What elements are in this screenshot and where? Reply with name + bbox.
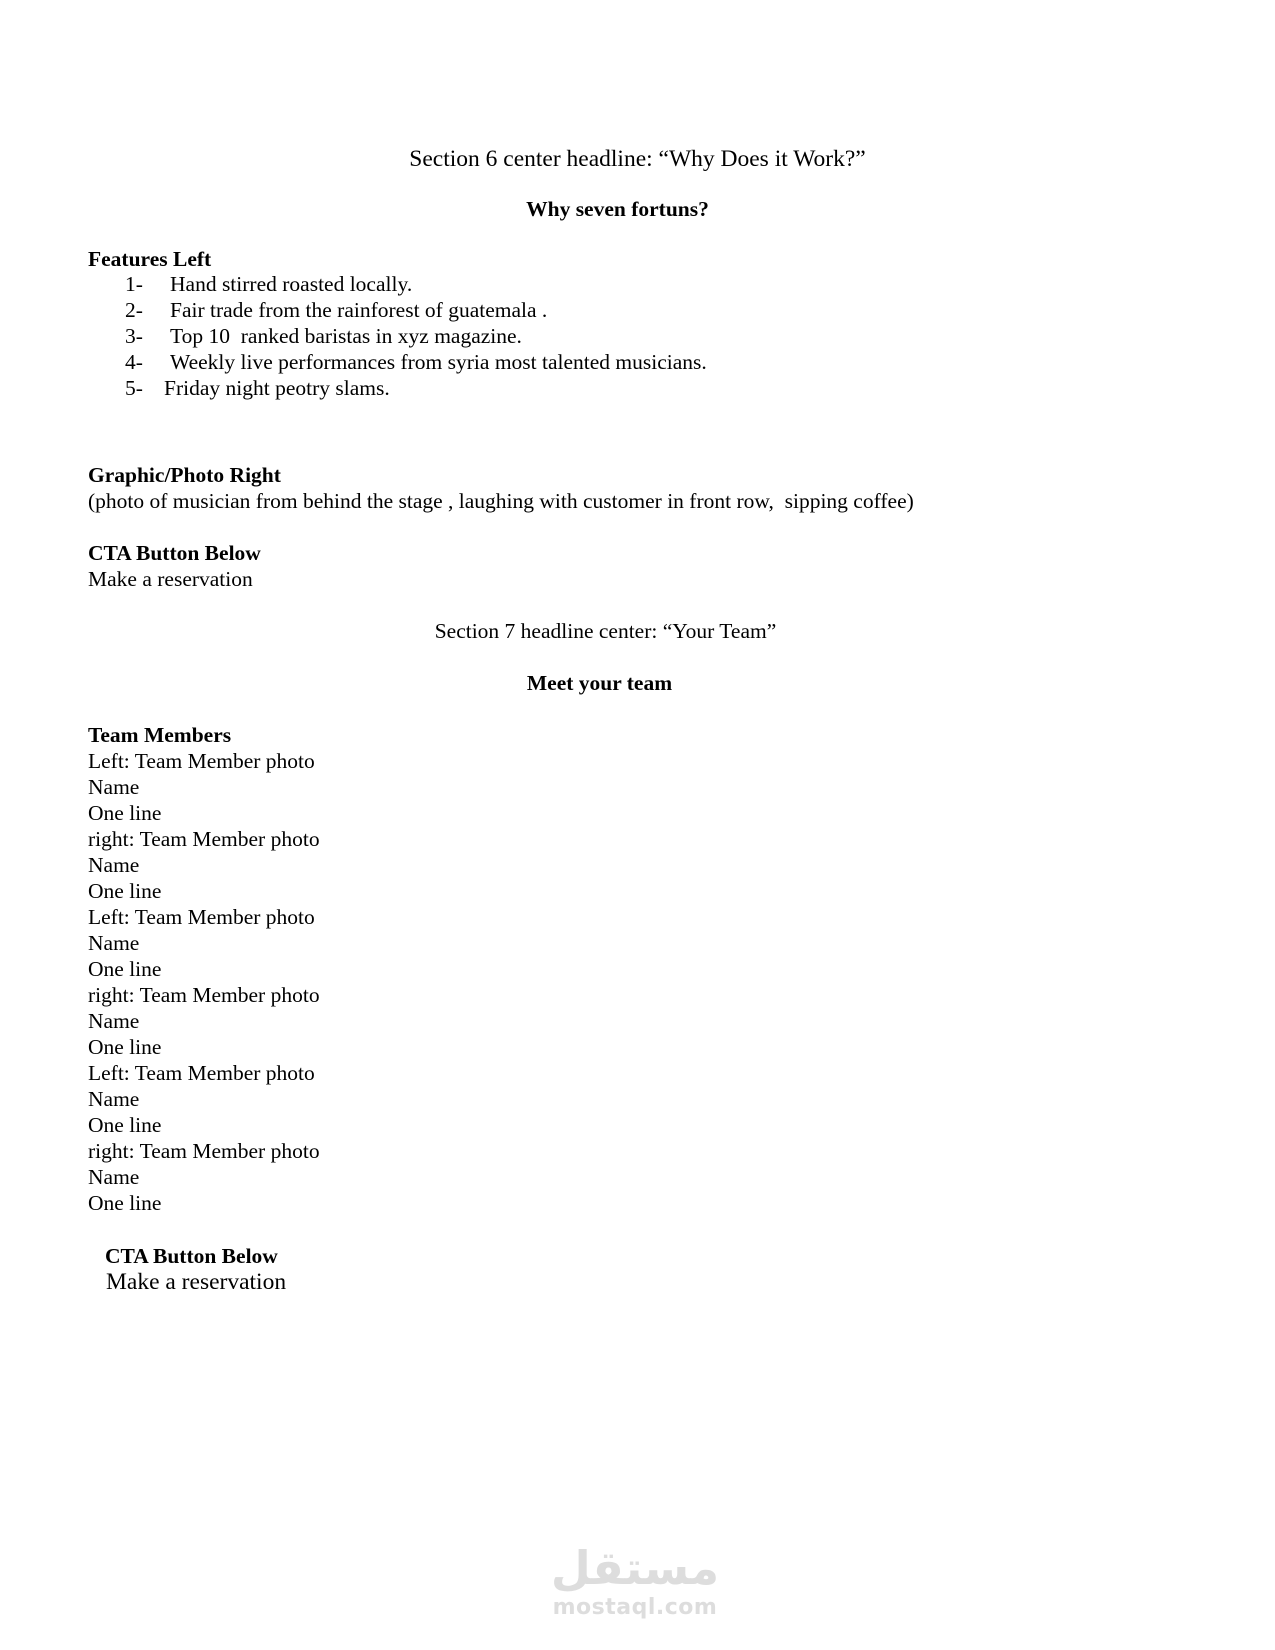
list-item: right: Team Member photo xyxy=(88,827,320,851)
watermark-logo xyxy=(540,1540,730,1620)
list-item: right: Team Member photo xyxy=(88,983,320,1007)
list-item-number: 4- xyxy=(125,350,143,374)
list-item-number: 3- xyxy=(125,324,143,348)
list-item: Name xyxy=(88,1165,140,1189)
list-item: Name xyxy=(88,1009,140,1033)
section6-headline: Section 6 center headline: “Why Does it Work?” xyxy=(409,146,866,172)
cta-text: Make a reservation xyxy=(106,1269,287,1295)
list-item-text: Fair trade from the rainforest of guatemala . xyxy=(170,298,548,322)
list-item-text: Top 10 ranked baristas in xyz magazine. xyxy=(170,324,522,348)
list-item: Name xyxy=(88,775,140,799)
list-item-text: Weekly live performances from syria most talented musicians. xyxy=(170,350,707,374)
list-item: One line xyxy=(88,801,162,825)
list-item-number: 2- xyxy=(125,298,143,322)
cta-text: Make a reservation xyxy=(88,567,253,591)
list-item: One line xyxy=(88,1191,162,1215)
section7-headline: Section 7 headline center: “Your Team” xyxy=(434,619,777,643)
watermark-arabic: مستقل xyxy=(550,1541,720,1595)
graphic-heading: Graphic/Photo Right xyxy=(88,463,281,487)
list-item-number: 1- xyxy=(125,272,143,296)
list-item: One line xyxy=(88,1113,162,1137)
features-heading: Features Left xyxy=(88,247,212,271)
list-item-number: 5- xyxy=(125,376,143,400)
list-item: Left: Team Member photo xyxy=(88,905,315,929)
list-item: Left: Team Member photo xyxy=(88,749,315,773)
section6-subheadline: Why seven fortuns? xyxy=(526,197,709,221)
team-heading: Team Members xyxy=(88,723,232,747)
list-item: Name xyxy=(88,1087,140,1111)
list-item: One line xyxy=(88,1035,162,1059)
list-item-text: Hand stirred roasted locally. xyxy=(170,272,413,296)
cta-heading: CTA Button Below xyxy=(88,541,261,565)
list-item: Name xyxy=(88,931,140,955)
section7-subheadline: Meet your team xyxy=(526,671,673,695)
watermark-url: mostaql.com xyxy=(552,1595,718,1620)
list-item: Left: Team Member photo xyxy=(88,1061,315,1085)
graphic-description: (photo of musician from behind the stage , laughing with customer in front row, sipping coffee) xyxy=(88,489,914,513)
list-item-text: Friday night peotry slams. xyxy=(164,376,390,400)
cta-heading: CTA Button Below xyxy=(105,1244,278,1268)
list-item: One line xyxy=(88,879,162,903)
list-item: Name xyxy=(88,853,140,877)
list-item: One line xyxy=(88,957,162,981)
list-item: right: Team Member photo xyxy=(88,1139,320,1163)
